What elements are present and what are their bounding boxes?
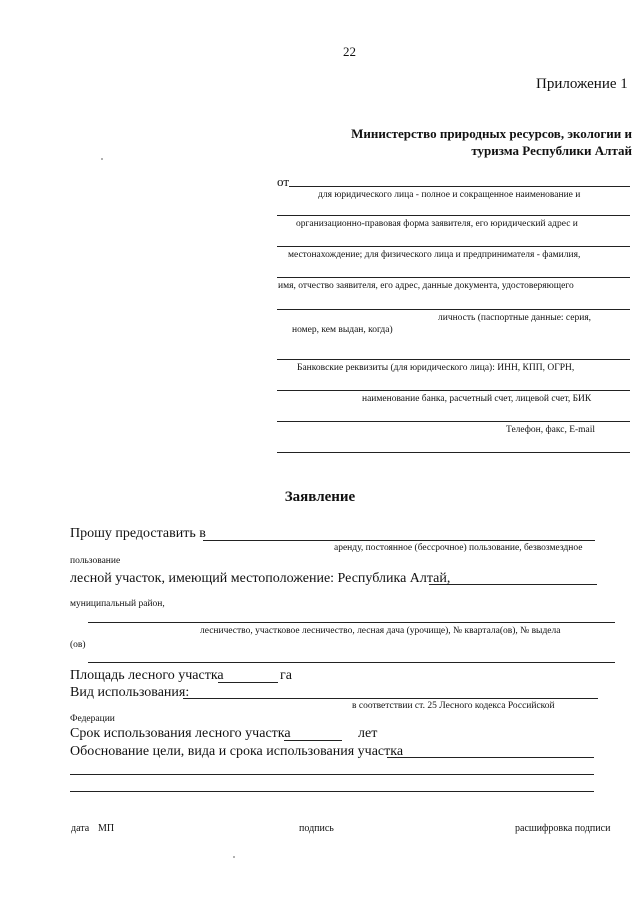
scan-speck (101, 158, 103, 160)
use-hint-cont: Федерации (70, 714, 115, 724)
from-hint-9: Телефон, факс, E-mail (506, 425, 596, 435)
addressee-line1: Министерство природных ресурсов, экологии и (351, 126, 632, 141)
from-hint-7: Банковские реквизиты (для юридического лица): ИНН, КПП, ОГРН, (297, 363, 575, 373)
term-label: Срок использования лесного участка (70, 726, 291, 741)
document-title: Заявление (284, 489, 356, 505)
appendix-label: Приложение 1 (536, 76, 628, 92)
from-hint-4: имя, отчество заявителя, его адрес, данные документа, удостоверяющего (278, 281, 574, 291)
from-label: от (277, 174, 290, 189)
justification-field[interactable] (387, 757, 594, 758)
use-label: Вид использования: (70, 685, 190, 700)
location-label: лесной участок, имеющий местоположение: Республика Алтай, (70, 571, 451, 586)
term-field[interactable] (284, 740, 342, 741)
addressee-line2: туризма Республики Алтай (471, 143, 632, 158)
request-field[interactable] (203, 540, 595, 541)
forest-field[interactable] (88, 622, 615, 623)
from-hint-6: номер, кем выдан, когда) (292, 325, 393, 335)
from-hint-1: для юридического лица - полное и сокращенное наименование и (318, 190, 581, 200)
request-hint-cont: пользование (70, 556, 121, 566)
forest-hint-cont: (ов) (70, 640, 86, 650)
from-hint-2: организационно-правовая форма заявителя, его юридический адрес и (296, 219, 578, 229)
scan-speck (233, 856, 235, 858)
footer-signature: подпись (299, 823, 334, 834)
justification-field-3[interactable] (70, 791, 594, 792)
justification-label: Обоснование цели, вида и срока использования участка (70, 744, 404, 759)
from-line-8[interactable] (277, 421, 630, 422)
footer-signature-decoding: расшифровка подписи (515, 823, 611, 834)
forest-field-2[interactable] (88, 662, 615, 663)
from-hint-3: местонахождение; для физического лица и предпринимателя - фамилия, (288, 250, 581, 260)
use-field[interactable] (183, 698, 598, 699)
area-unit: га (280, 668, 292, 683)
from-line-5[interactable] (277, 309, 630, 310)
use-hint: в соответствии ст. 25 Лесного кодекса Российской (352, 701, 555, 711)
from-line-6[interactable] (277, 359, 630, 360)
from-line-4[interactable] (277, 277, 630, 278)
from-line-1[interactable] (289, 186, 630, 187)
from-line-3[interactable] (277, 246, 630, 247)
from-line-2[interactable] (277, 215, 630, 216)
from-line-7[interactable] (277, 390, 630, 391)
area-field[interactable] (218, 682, 278, 683)
from-hint-5: личность (паспортные данные: серия, (438, 313, 592, 323)
district-label: муниципальный район, (70, 599, 165, 609)
from-line-9[interactable] (277, 452, 630, 453)
justification-field-2[interactable] (70, 774, 594, 775)
from-hint-8: наименование банка, расчетный счет, лицевой счет, БИК (362, 394, 592, 404)
forest-hint: лесничество, участковое лесничество, лесная дача (урочище), № квартала(ов), № выдела (200, 626, 561, 636)
footer-stamp: МП (98, 823, 115, 834)
page-number: 22 (343, 44, 356, 59)
footer-date: дата (71, 823, 90, 834)
request-label: Прошу предоставить в (70, 526, 206, 541)
request-hint: аренду, постоянное (бессрочное) пользование, безвозмездное (334, 543, 583, 553)
area-label: Площадь лесного участка (70, 668, 224, 683)
location-field[interactable] (429, 584, 597, 585)
term-unit: лет (358, 726, 378, 741)
